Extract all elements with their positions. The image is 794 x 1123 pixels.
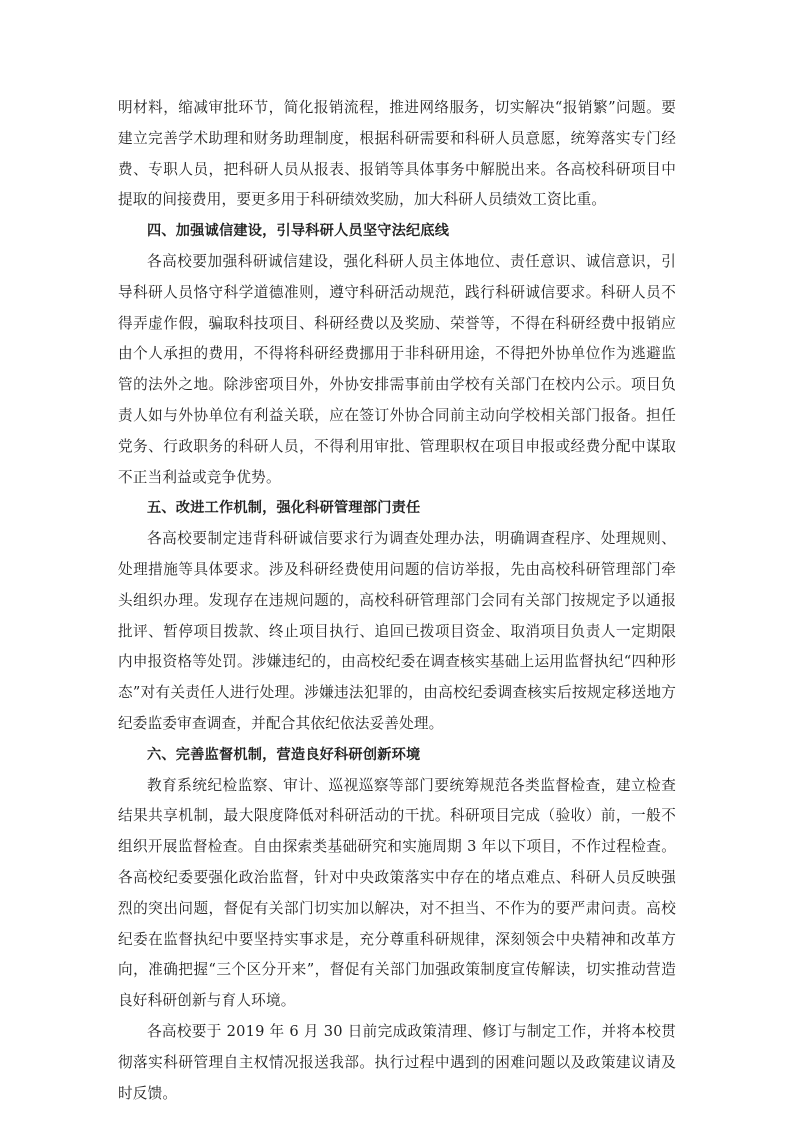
- section-heading-supervision: 六、完善监督机制，营造良好科研创新环境: [147, 746, 421, 763]
- paragraph-integrity: 各高校要加强科研诚信建设，强化科研人员主体地位、责任意识、诚信意识，引导科研人员恪守科学道德准则，遵守科研活动规范，践行科研诚信要求。科研人员不得弄虚作假，骗取科技项目、科研经费以及奖励、荣誉等，不得在科研经费中报销应由个人承担的费用，不得将科研经费挪用于非科研用途，不得把外协单位作为逃避监管的法外之地。除涉密项目外，外协安排需事前由学校有关部门在校内公示。项目负责人如与外协单位有利益关联，应在签订外协合同前主动向学校相关部门报备。担任党务、行政职务的科研人员，不得利用审批、管理职权在项目申报或经费分配中谋取不正当利益或竞争优势。: [118, 252, 676, 486]
- paragraph-supervision: 教育系统纪检监察、审计、巡视巡察等部门要统筹规范各类监督检查，建立检查结果共享机制，最大限度降低对科研活动的干扰。科研项目完成（验收）前，一般不组织开展监督检查。自由探索类基础研究和实施周期 3 年以下项目，不作过程检查。各高校纪委要强化政治监督，针对中央政策落实中存在的堵点难点、科研人员反映强烈的突出问题，督促有关部门切实加以解决，对不担当、不作为的要严肃问责。高校纪委在监督执纪中要坚持实事求是，充分尊重科研规律，深刻领会中央精神和改革方向，准确把握“三个区分开来”，督促有关部门加强政策制度宣传解读，切实推动营造良好科研创新与育人环境。: [118, 776, 676, 1010]
- paragraph-reimbursement-continued: 明材料，缩减审批环节，简化报销流程，推进网络服务，切实解决“报销繁”问题。要建立完善学术助理和财务助理制度，根据科研需要和科研人员意愿，统筹落实专门经费、专职人员，把科研人员从报表、报销等具体事务中解脱出来。各高校科研项目中提取的间接费用，要更多用于科研绩效奖励，加大科研人员绩效工资比重。: [118, 99, 676, 209]
- paragraph-work-mechanism: 各高校要制定违背科研诚信要求行为调查处理办法，明确调查程序、处理规则、处理措施等具体要求。涉及科研经费使用问题的信访举报，先由高校科研管理部门牵头组织办理。发现存在违规问题的，高校科研管理部门会同有关部门按规定予以通报批评、暂停项目拨款、终止项目执行、追回已拨项目资金、取消项目负责人一定期限内申报资格等处罚。涉嫌违纪的，由高校纪委在调查核实基础上运用监督执纪“四种形态”对有关责任人进行处理。涉嫌违法犯罪的，由高校纪委调查核实后按规定移送地方纪委监委审查调查，并配合其依纪依法妥善处理。: [118, 530, 676, 732]
- section-heading-work-mechanism: 五、改进工作机制，强化科研管理部门责任: [147, 500, 421, 517]
- paragraph-deadline: 各高校要于 2019 年 6 月 30 日前完成政策清理、修订与制定工作，并将本校贯彻落实科研管理自主权情况报送我部。执行过程中遇到的困难问题以及政策建议请及时反馈。: [118, 1022, 676, 1102]
- section-heading-integrity: 四、加强诚信建设，引导科研人员坚守法纪底线: [147, 223, 450, 240]
